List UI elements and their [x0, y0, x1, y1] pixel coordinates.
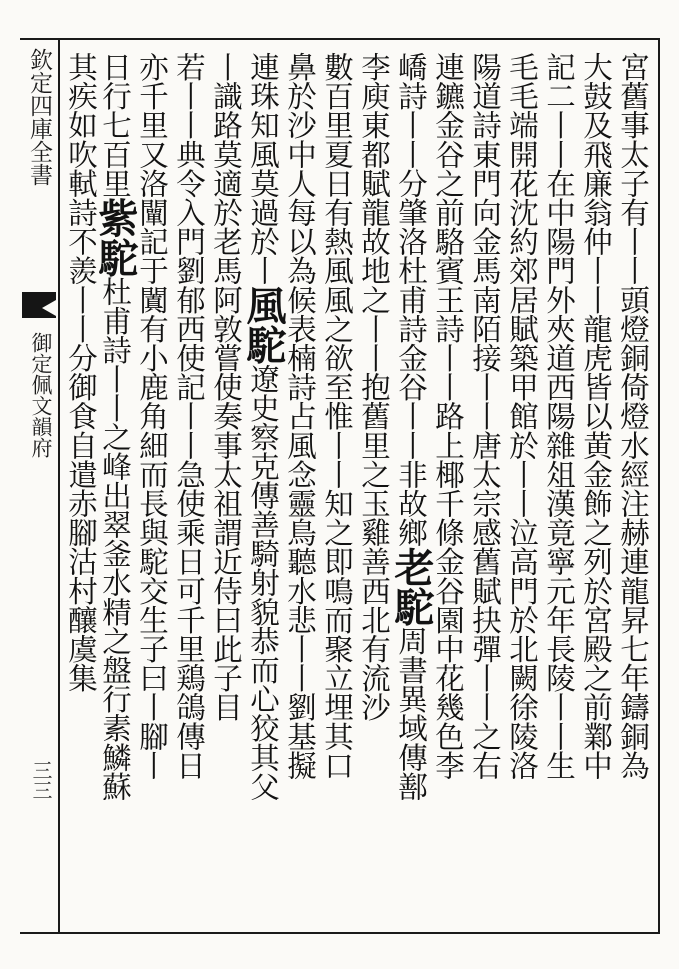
column-text: 記二丨丨在中陽門外夾道西陽雜俎漢竟寧元年長陵丨丨生: [542, 52, 576, 780]
text-column: [279, 52, 321, 932]
text-column: [168, 52, 210, 932]
frame-bottom-line: [20, 932, 660, 934]
column-text: 周書異域傳鄯: [394, 625, 428, 801]
column-text: 數百里夏日有熱風風之欲至惟丨丨知之即鳴而聚立埋其口: [320, 52, 354, 780]
headword: 紫駝: [92, 197, 139, 277]
text-column: [464, 52, 506, 932]
column-text: 李庾東都賦龍故地之丨丨抱舊里之玉雞: [357, 52, 391, 547]
column-text: 遼史察克傳善騎射貌恭而心狡其父: [246, 364, 280, 801]
frame-top-line: [20, 38, 660, 40]
book-title: 御定佩文韻府: [29, 332, 53, 458]
column-text: 杜甫詩丨丨之峰出翠釜水精之盤行素鱗蘇: [98, 276, 132, 801]
column-text: 日行七百里: [98, 52, 132, 198]
headword: 老駝: [388, 546, 435, 626]
column-text: 軾詩不羨丨丨分御食自遣赤腳沽村釀虞集: [64, 168, 98, 693]
column-text: 阿敦嘗使奏事太祖謂近侍曰此子目: [209, 284, 243, 722]
column-text: 大鼓及飛廉翁仲丨丨龍虎皆以黄金飾之列於宮殿之前鄴中: [579, 52, 613, 780]
text-column: [427, 52, 469, 932]
column-text: 宮舊事太子有丨丨頭燈銅倚燈水經注赫連龍昇七年鑄銅為: [616, 52, 650, 780]
text-column: [538, 52, 580, 932]
frame-right-line: [658, 38, 660, 934]
column-text: 若丨丨典令入門劉郁西使記丨丨急使乘日可千里鶏鴿傳日: [172, 52, 206, 780]
text-column: [316, 52, 358, 932]
text-column: [131, 52, 173, 932]
column-text: 亦千里又洛闡記于闐有小鹿角細而長與駝交生子曰丨腳丨: [135, 52, 169, 780]
column-text: 丨識路莫適於老馬: [209, 52, 243, 285]
column-text: 陽道詩東門向金馬南陌接丨丨唐太宗感舊賦抉彈丨丨之右: [468, 52, 502, 780]
column-text: 連珠知風莫過於丨: [246, 52, 280, 285]
page-margin: [20, 40, 58, 930]
text-column: [205, 52, 247, 932]
text-column: [612, 52, 654, 932]
column-text: 其疾如吹: [64, 52, 98, 169]
text-column: [388, 52, 435, 932]
headword: 風駝: [240, 284, 287, 365]
fishtail-mark-icon: [20, 290, 58, 320]
text-column: [501, 52, 543, 932]
text-column: [353, 52, 395, 932]
page-number: 三三: [29, 760, 53, 800]
text-column: [60, 52, 102, 932]
series-title: 欽定四庫全書: [26, 48, 52, 186]
column-text: 連鑣金谷之前駱賓王詩丨丨路上椰千條金谷園中花幾色李: [431, 52, 465, 780]
column-text: 毛毛端開花沈約郊居賦築甲館於丨丨泣高門於北闕徐陵洛: [505, 52, 539, 780]
column-text: 嶠詩丨丨分肇洛杜甫詩金谷丨丨非故鄉: [394, 52, 428, 547]
column-text: 鼻於沙中人每以為候表楠詩占風念靈鳥聽水悲丨丨劉基擬: [283, 52, 317, 780]
column-text: 善西北有流沙: [357, 546, 391, 722]
text-column: [575, 52, 617, 932]
text-column: [240, 52, 287, 932]
